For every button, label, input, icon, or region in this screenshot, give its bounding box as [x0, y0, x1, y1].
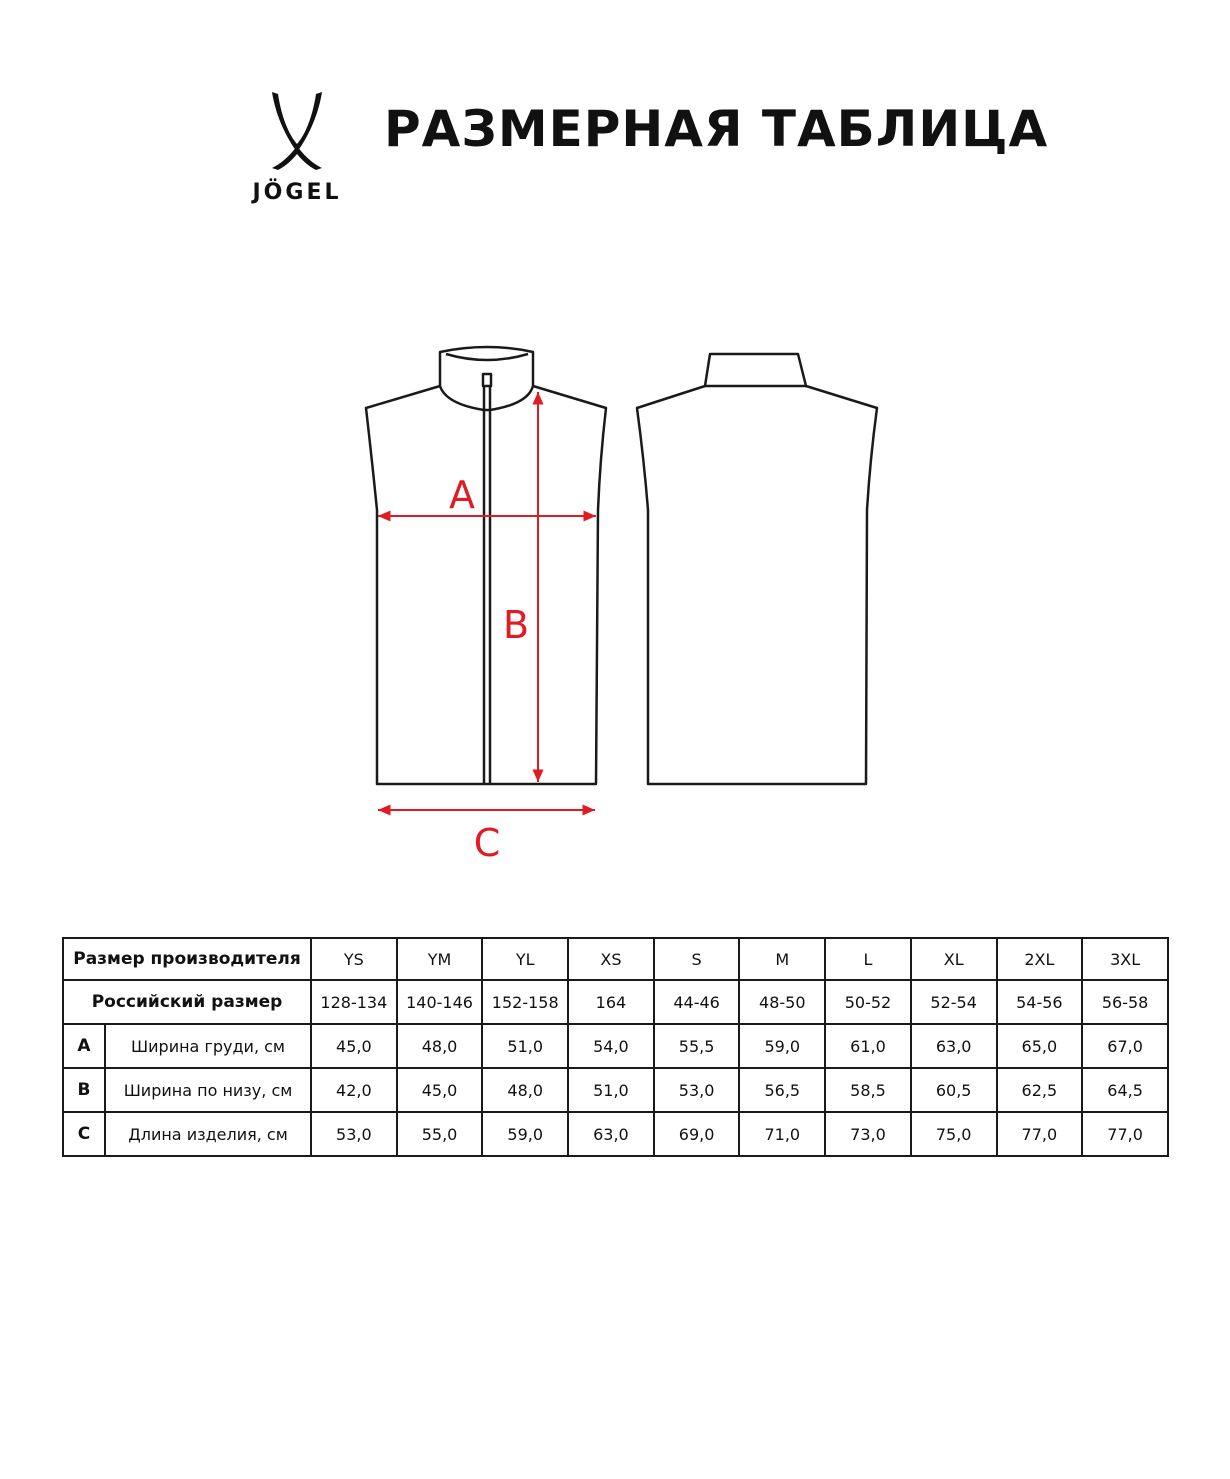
- size-header-cell: 2XL: [997, 938, 1083, 980]
- size-header-cell: 3XL: [1082, 938, 1168, 980]
- size-header-cell: L: [825, 938, 911, 980]
- size-header-cell: S: [654, 938, 740, 980]
- measurement-value: 53,0: [654, 1068, 740, 1112]
- russian-size-cell: 52-54: [911, 980, 997, 1024]
- brand-name: JÖGEL: [252, 180, 342, 205]
- measurement-label: Ширина груди, см: [105, 1024, 311, 1068]
- brand-logo-mark: [232, 88, 362, 178]
- measurement-value: 58,5: [825, 1068, 911, 1112]
- measurement-letter: A: [63, 1024, 105, 1068]
- size-table: [62, 937, 1169, 1157]
- size-header-cell: XS: [568, 938, 654, 980]
- russian-size-cell: 128-134: [311, 980, 397, 1024]
- russian-size-cell: 56-58: [1082, 980, 1168, 1024]
- brand-logo: [232, 88, 362, 208]
- measurement-row: [63, 1112, 1168, 1156]
- measurement-value: 71,0: [739, 1112, 825, 1156]
- vest-back: [637, 354, 877, 784]
- measurement-c: [378, 810, 595, 865]
- measurement-value: 73,0: [825, 1112, 911, 1156]
- measurement-value: 55,5: [654, 1024, 740, 1068]
- vest-diagram: [0, 330, 1230, 890]
- measurement-value: 62,5: [997, 1068, 1083, 1112]
- measurement-value: 45,0: [397, 1068, 483, 1112]
- size-header-cell: YS: [311, 938, 397, 980]
- measurement-value: 65,0: [997, 1024, 1083, 1068]
- measurement-value: 63,0: [911, 1024, 997, 1068]
- measurement-value: 69,0: [654, 1112, 740, 1156]
- label-b: B: [502, 603, 530, 647]
- measurement-label: Ширина по низу, см: [105, 1068, 311, 1112]
- measurement-value: 61,0: [825, 1024, 911, 1068]
- measurement-value: 51,0: [482, 1024, 568, 1068]
- measurement-value: 53,0: [311, 1112, 397, 1156]
- measurement-value: 77,0: [1082, 1112, 1168, 1156]
- measurement-value: 56,5: [739, 1068, 825, 1112]
- label-a: A: [449, 473, 475, 517]
- measurement-value: 75,0: [911, 1112, 997, 1156]
- measurement-value: 54,0: [568, 1024, 654, 1068]
- russian-size-cell: 50-52: [825, 980, 911, 1024]
- measurement-letter: B: [63, 1068, 105, 1112]
- measurement-label: Длина изделия, см: [105, 1112, 311, 1156]
- measurement-value: 67,0: [1082, 1024, 1168, 1068]
- page-title: РАЗМЕРНАЯ ТАБЛИЦА: [384, 100, 1049, 158]
- measurement-letter: C: [63, 1112, 105, 1156]
- russian-size-label: Российский размер: [63, 980, 311, 1024]
- size-header-cell: XL: [911, 938, 997, 980]
- measurement-value: 59,0: [739, 1024, 825, 1068]
- measurement-value: 77,0: [997, 1112, 1083, 1156]
- russian-size-cell: 152-158: [482, 980, 568, 1024]
- measurement-value: 48,0: [397, 1024, 483, 1068]
- measurement-row: [63, 1024, 1168, 1068]
- measurement-value: 63,0: [568, 1112, 654, 1156]
- russian-size-cell: 48-50: [739, 980, 825, 1024]
- measurement-value: 42,0: [311, 1068, 397, 1112]
- measurement-value: 45,0: [311, 1024, 397, 1068]
- russian-size-cell: 54-56: [997, 980, 1083, 1024]
- label-c: C: [473, 821, 501, 865]
- russian-size-cell: 164: [568, 980, 654, 1024]
- vest-front: [366, 347, 606, 784]
- size-header-cell: YM: [397, 938, 483, 980]
- measurement-value: 48,0: [482, 1068, 568, 1112]
- measurement-value: 51,0: [568, 1068, 654, 1112]
- russian-size-cell: 140-146: [397, 980, 483, 1024]
- measurement-value: 60,5: [911, 1068, 997, 1112]
- row-russian-size: [63, 980, 1168, 1024]
- measurement-value: 55,0: [397, 1112, 483, 1156]
- row-manufacturer-size: [63, 938, 1168, 980]
- size-header-cell: M: [739, 938, 825, 980]
- measurement-value: 64,5: [1082, 1068, 1168, 1112]
- measurement-row: [63, 1068, 1168, 1112]
- manufacturer-size-label: Размер производителя: [63, 938, 311, 980]
- russian-size-cell: 44-46: [654, 980, 740, 1024]
- measurement-value: 59,0: [482, 1112, 568, 1156]
- size-header-cell: YL: [482, 938, 568, 980]
